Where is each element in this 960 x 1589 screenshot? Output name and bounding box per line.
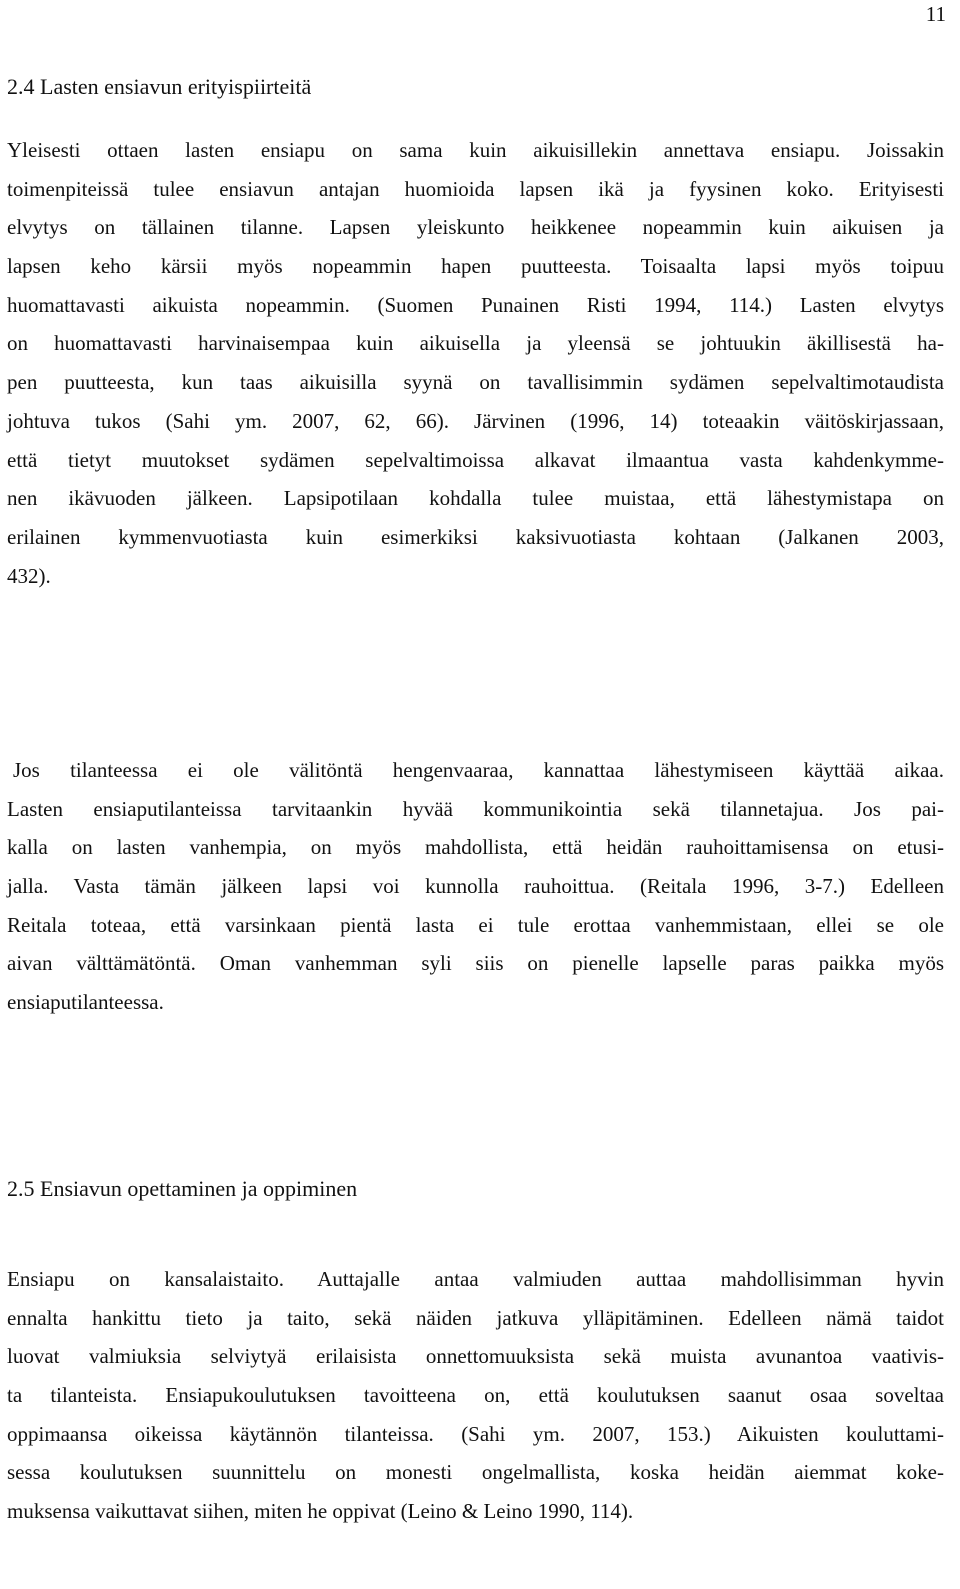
text-line: luovat valmiuksia selviytyä erilaisista onnettomuuksista sekä muista avunantoa vaativis- (7, 1344, 944, 1369)
text-line: ensiaputilanteessa. (7, 990, 164, 1015)
page-number: 11 (925, 2, 946, 26)
text-line: muksensa vaikuttavat siihen, miten he oppivat (Leino & Leino 1990, 114). (7, 1499, 634, 1524)
paragraph-approach (7, 751, 944, 1022)
text-line: elvytys on tällainen tilanne. Lapsen yleiskunto heikkenee nopeammin kuin aikuisen ja (7, 215, 944, 240)
paragraph-teaching (7, 1260, 944, 1531)
text-line: toimenpiteissä tulee ensiavun antajan huomioida lapsen ikä ja fyysinen koko. Erityisesti (7, 176, 944, 201)
text-line: jalla. Vasta tämän jälkeen lapsi voi kunnolla rauhoittua. (Reitala 1996, 3-7.) Edelleen (7, 874, 944, 899)
text-line: erilainen kymmenvuotiasta kuin esimerkiksi kaksivuotiasta kohtaan (Jalkanen 2003, (7, 524, 944, 549)
paragraph-children-first-aid (7, 131, 944, 595)
section-heading-2-4: 2.4 Lasten ensiavun erityispiirteitä (7, 74, 312, 99)
text-line: lapsen keho kärsii myös nopeammin hapen puutteesta. Toisaalta lapsi myös toipuu (7, 254, 944, 279)
text-line: ennalta hankittu tieto ja taito, sekä näiden jatkuva ylläpitäminen. Edelleen nämä taidot (7, 1305, 944, 1330)
text-line: oppimaansa oikeissa käytännön tilanteissa. (Sahi ym. 2007, 153.) Aikuisten kouluttami- (7, 1421, 944, 1446)
text-line: ta tilanteista. Ensiapukoulutuksen tavoitteena on, että koulutuksen saanut osaa soveltaa (7, 1383, 944, 1408)
text-line: on huomattavasti harvinaisempaa kuin aikuisella ja yleensä se johtuukin äkillisestä ha- (7, 331, 944, 356)
text-line: nen ikävuoden jälkeen. Lapsipotilaan kohdalla tulee muistaa, että lähestymistapa on (7, 486, 944, 511)
text-line: että tietyt muutokset sydämen sepelvaltimoissa alkavat ilmaantua vasta kahdenkymme- (7, 447, 944, 472)
text-line: Lasten ensiaputilanteissa tarvitaankin hyvää kommunikointia sekä tilannetajua. Jos pai- (7, 796, 944, 821)
text-line: Jos tilanteessa ei ole välitöntä hengenvaaraa, kannattaa lähestymiseen käyttää aikaa. (13, 758, 944, 782)
text-line: aivan välttämätöntä. Oman vanhemman syli siis on pienelle lapselle paras paikka myös (7, 951, 944, 976)
text-line: Ensiapu on kansalaistaito. Auttajalle antaa valmiuden auttaa mahdollisimman hyvin (7, 1267, 944, 1291)
text-line: johtuva tukos (Sahi ym. 2007, 62, 66). Järvinen (1996, 14) toteaakin väitöskirjassaan, (7, 408, 944, 433)
text-line: pen puutteesta, kun taas aikuisilla syynä on tavallisimmin sydämen sepelvaltimotaudista (7, 370, 944, 395)
text-line: Reitala toteaa, että varsinkaan pientä lasta ei tule erottaa vanhemmistaan, ellei se ole (7, 912, 944, 937)
text-line: huomattavasti aikuista nopeammin. (Suomen Punainen Risti 1994, 114.) Lasten elvytys (7, 292, 944, 317)
section-heading-2-5: 2.5 Ensiavun opettaminen ja oppiminen (7, 1176, 358, 1201)
text-line: 432). (7, 563, 51, 588)
text-line: Yleisesti ottaen lasten ensiapu on sama kuin aikuisillekin annettava ensiapu. Joissakin (7, 138, 944, 162)
text-line: sessa koulutuksen suunnittelu on monesti ongelmallista, koska heidän aiemmat koke- (7, 1460, 944, 1485)
text-line: kalla on lasten vanhempia, on myös mahdollista, että heidän rauhoittamisensa on etusi- (7, 835, 944, 860)
